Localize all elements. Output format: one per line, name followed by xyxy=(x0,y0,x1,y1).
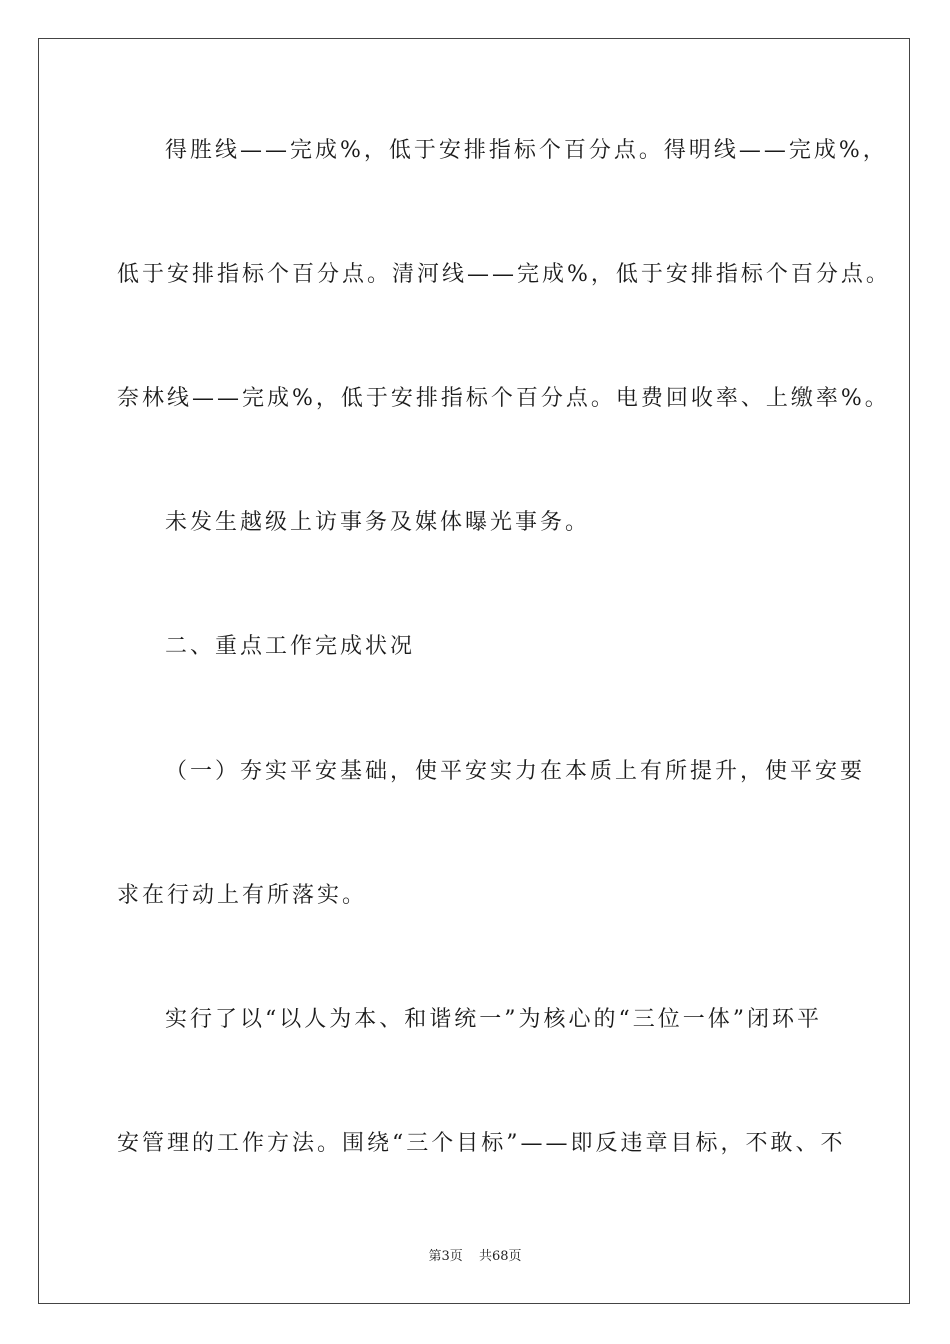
text-line-1: 得胜线——完成%，低于安排指标个百分点。得明线——完成%， xyxy=(165,138,888,163)
text-line-4: 未发生越级上访事务及媒体曝光事务。 xyxy=(165,510,591,535)
page-total: 共68页 xyxy=(478,1249,522,1264)
text-line-2: 低于安排指标个百分点。清河线——完成%，低于安排指标个百分点。 xyxy=(117,262,891,287)
text-line-9: 安管理的工作方法。围绕“三个目标”——即反违章目标，不敢、不 xyxy=(117,1131,846,1156)
page-number: 第3页 xyxy=(428,1249,463,1264)
text-line-7: 求在行动上有所落实。 xyxy=(117,883,368,908)
page-border xyxy=(38,38,910,1304)
text-line-3: 奈林线——完成%，低于安排指标个百分点。电费回收率、上缴率%。 xyxy=(117,386,890,411)
text-line-6: （一）夯实平安基础，使平安实力在本质上有所提升，使平安要 xyxy=(165,759,866,784)
section-heading: 二、重点工作完成状况 xyxy=(165,634,416,659)
text-line-8: 实行了以“以人为本、和谐统一”为核心的“三位一体”闭环平 xyxy=(165,1007,822,1032)
page-footer xyxy=(0,1248,950,1266)
